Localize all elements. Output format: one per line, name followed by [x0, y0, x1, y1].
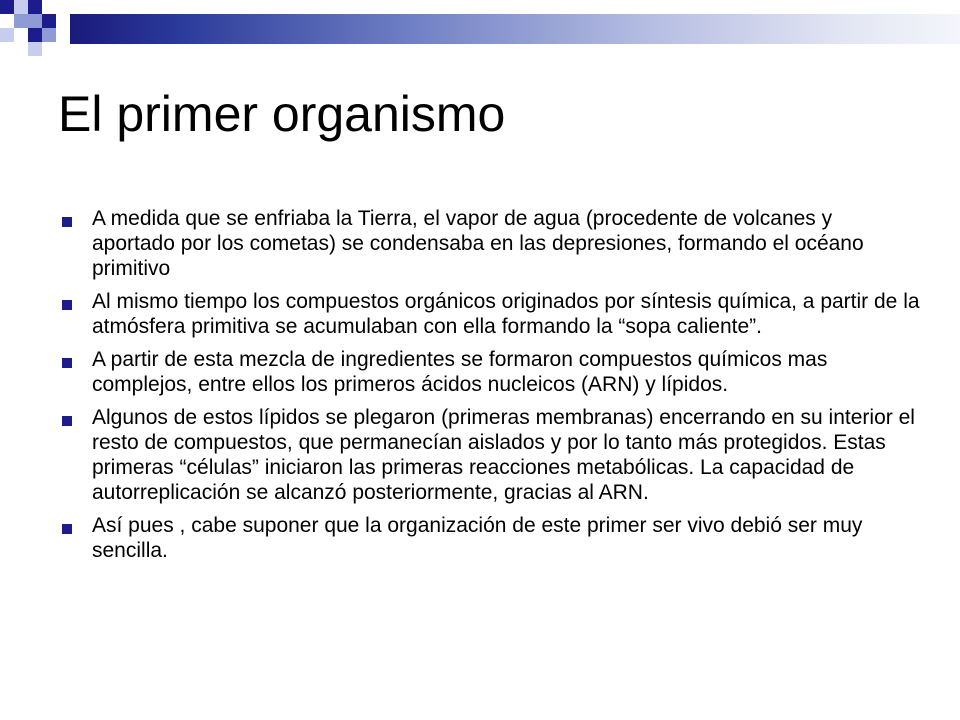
deco-square-light-1 [14, 0, 28, 14]
header-gradient-band [70, 14, 960, 44]
bullet-item-5 [60, 513, 920, 563]
deco-square-light-5 [28, 42, 42, 56]
bullet-item-1 [60, 206, 920, 281]
deco-square-light-3 [0, 28, 14, 42]
bullet-list [60, 206, 920, 571]
slide-title: El primer organismo [58, 86, 506, 142]
bullet-text: Así pues , cabe suponer que la organización de este primer ser vivo debió ser muy sencilla. [92, 514, 863, 562]
deco-square-dark-1 [0, 0, 14, 14]
bullet-text: Al mismo tiempo los compuestos orgánicos originados por síntesis química, a partir de la atmósfera primitiva se acumulaban con ella formando la “sopa caliente”. [92, 290, 920, 338]
deco-square-light-4 [42, 28, 56, 42]
bullet-item-2 [60, 289, 920, 339]
square-bullet-icon [62, 416, 72, 426]
deco-square-dark-4 [28, 28, 42, 42]
bullet-text: A partir de esta mezcla de ingredientes se formaron compuestos químicos mas complejos, entre ellos los primeros ácidos nucleicos (ARN) y lípidos. [92, 348, 828, 396]
deco-square-light-2 [14, 14, 42, 28]
square-bullet-icon [62, 358, 72, 368]
square-bullet-icon [62, 217, 72, 227]
deco-square-dark-3 [42, 14, 56, 28]
square-bullet-icon [62, 300, 72, 310]
bullet-text: Algunos de estos lípidos se plegaron (primeras membranas) encerrando en su interior el resto de compuestos, que permanecían aislados y por lo tanto más protegidos. Estas primeras “células” iniciaron las primeras reacciones metabólicas. La capacidad de autorreplicación se alcanzó posteriormente, gracias al ARN. [92, 406, 915, 504]
bullet-text: A medida que se enfriaba la Tierra, el vapor de agua (procedente de volcanes y aportado por los cometas) se condensaba en las depresiones, formando el océano primitivo [92, 207, 864, 280]
deco-square-dark-2 [28, 0, 42, 14]
square-bullet-icon [62, 524, 72, 534]
header-decoration [0, 0, 960, 60]
bullet-item-4 [60, 405, 920, 505]
bullet-item-3 [60, 347, 920, 397]
